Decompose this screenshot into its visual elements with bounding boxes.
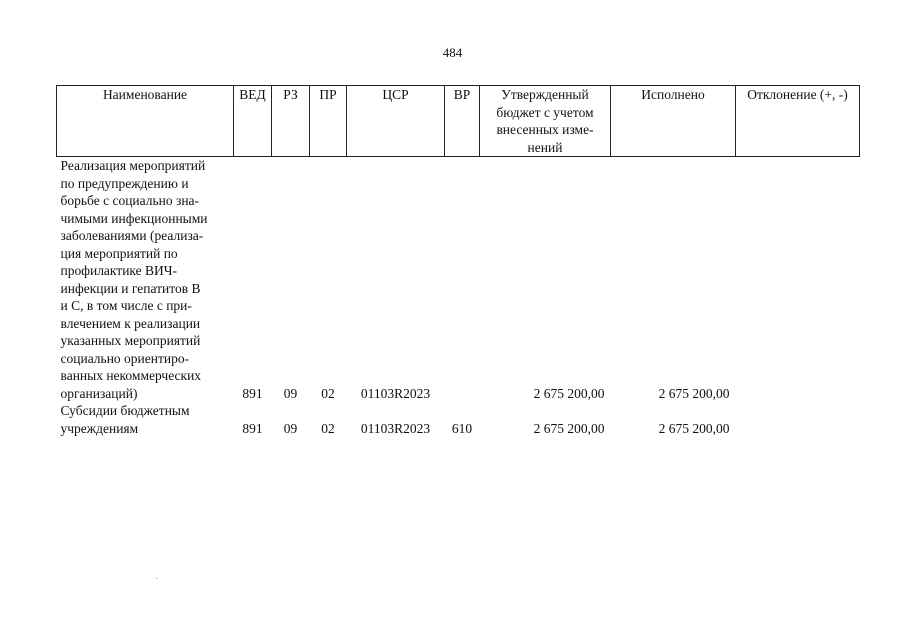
row-deviation bbox=[736, 157, 860, 403]
row-rz: 09 bbox=[283, 385, 298, 401]
row-name-line: указанных мероприятий bbox=[60, 333, 201, 348]
row-name-line: Реализация мероприятий bbox=[60, 158, 206, 173]
row-name-line: борьбе с социально зна- bbox=[60, 193, 200, 208]
header-name: Наименование bbox=[57, 86, 234, 157]
row-name-line: профилактике ВИЧ- bbox=[60, 263, 178, 278]
header-csr: ЦСР bbox=[347, 86, 445, 157]
header-rz: РЗ bbox=[272, 86, 310, 157]
row-budget: 2 675 200,00 bbox=[533, 385, 605, 401]
row-name-line: инфекции и гепатитов В bbox=[60, 280, 201, 296]
row-name-line: заболеваниями (реализа- bbox=[60, 228, 204, 243]
row-rz: 09 bbox=[283, 420, 298, 436]
table-header-row bbox=[57, 86, 860, 157]
budget-table bbox=[56, 85, 860, 437]
row-name-line: социально ориентиро- bbox=[60, 350, 190, 366]
row-name bbox=[57, 402, 234, 437]
table-row bbox=[57, 157, 860, 403]
row-done: 2 675 200,00 bbox=[658, 385, 730, 401]
row-name-line: по предупреждению и bbox=[60, 175, 189, 191]
row-deviation bbox=[736, 402, 860, 437]
row-name-line: влечением к реализации bbox=[60, 315, 201, 331]
header-ved: ВЕД bbox=[234, 86, 272, 157]
row-pr: 02 bbox=[321, 385, 335, 401]
header-deviation: Отклонение (+, -) bbox=[736, 86, 860, 157]
row-csr: 01103R2023 bbox=[360, 385, 431, 401]
row-pr: 02 bbox=[321, 420, 335, 436]
header-vr: ВР bbox=[445, 86, 480, 157]
row-name-line: чимыми инфекционными bbox=[60, 210, 208, 226]
row-ved: 891 bbox=[242, 420, 263, 436]
row-budget: 2 675 200,00 bbox=[533, 420, 605, 436]
page-number: 484 bbox=[442, 45, 463, 60]
table-row bbox=[57, 402, 860, 437]
row-name-line: ция мероприятий по bbox=[60, 245, 178, 261]
row-name-line: организаций) bbox=[60, 385, 138, 401]
row-vr: 610 bbox=[451, 420, 473, 436]
row-name-line: и С, в том числе с при- bbox=[60, 298, 192, 313]
row-vr bbox=[445, 157, 480, 403]
header-budget: Утвержденный бюджет с учетом внесенных изме-нений bbox=[480, 86, 611, 157]
row-name-line: Субсидии бюджетным bbox=[60, 403, 190, 418]
scan-speck bbox=[156, 578, 158, 579]
row-ved: 891 bbox=[242, 385, 263, 401]
header-done: Исполнено bbox=[611, 86, 736, 157]
row-name-line: учреждениям bbox=[60, 420, 139, 436]
row-done: 2 675 200,00 bbox=[658, 420, 730, 436]
row-name bbox=[57, 157, 234, 403]
header-pr: ПР bbox=[310, 86, 347, 157]
row-name-line: ванных некоммерческих bbox=[60, 368, 202, 383]
row-csr: 01103R2023 bbox=[360, 420, 431, 436]
